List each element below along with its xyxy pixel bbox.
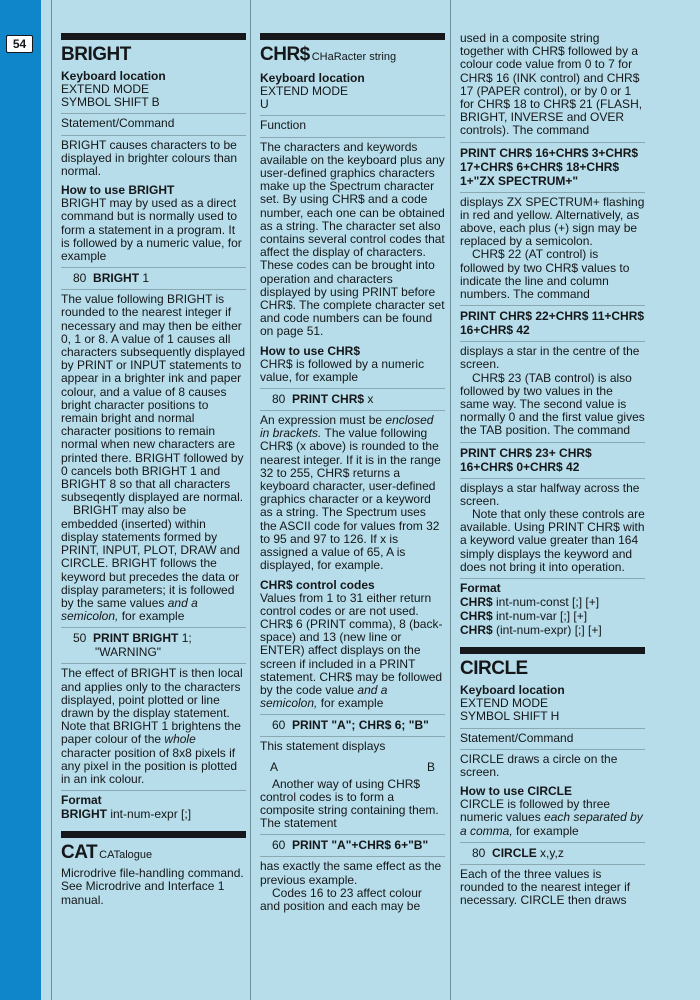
format-line (61, 807, 246, 821)
entry-title-circle: CIRCLE (460, 658, 528, 680)
format-arg: int-num-expr [;] (110, 807, 192, 822)
divider (460, 842, 645, 843)
output-b: B (426, 759, 435, 774)
body-paragraph (260, 592, 445, 711)
italic-span: and a semicolon, (260, 682, 388, 711)
text-span: The value following CHR$ (x above) is rounded to the nearest integer. If it is in the range 32 to 255, CHR$ returns a keyboard character, user-defined graphics character or a keyword as a string. The Spectrum uses the ASCII code for values from 32 to 95 and 97 to 126. If x is assigned a value of 65, A is displayed, for example. (260, 426, 441, 573)
control-codes-heading: CHR$ control codes (260, 577, 375, 592)
body-paragraph: displays a star in the centre of the screen. (460, 344, 640, 372)
body-paragraph: Another way of using CHR$ control codes is to form a composite string containing them. The statement (260, 776, 439, 831)
page-sidebar (0, 0, 41, 1000)
code-keyword: PRINT BRIGHT (93, 631, 179, 646)
body-paragraph: The value following BRIGHT is rounded to the nearest integer if necessary and may then be either 0, 1 or 8. A value of 1 causes all characters subsequently displayed by PRINT or INPUT statements to appear in a brighter ink and paper colour, and a value of 8 causes bright character positions to remain bright and normal character positions to remain normal when new characters are printed there. BRIGHT followed by 0 cancels both BRIGHT 1 and BRIGHT 8 so that all characters subseqently displayed are normal. (61, 292, 246, 505)
line-number: 80 (472, 845, 486, 860)
body-paragraph (260, 414, 445, 572)
code-example (61, 271, 246, 285)
body-paragraph: CHR$ 23 (TAB control) is also followed by two values in the same way. The second value is normally 0 and the first value gives the TAB position. The command (460, 370, 645, 438)
body-paragraph: CHR$ 22 (AT control) is followed by two CHR$ values to indicate the line and column numbers. The command (460, 247, 630, 302)
divider (260, 736, 445, 737)
howto-heading: How to use CIRCLE (460, 784, 573, 799)
format-line (460, 595, 645, 609)
divider (260, 388, 445, 389)
format-keyword: BRIGHT (61, 807, 107, 822)
section-bar (61, 831, 246, 838)
code-keyword: BRIGHT (93, 271, 140, 286)
italic-span: each separated by a comma, (460, 810, 643, 838)
keyboard-location-heading: Keyboard location (61, 69, 166, 83)
section-bar (460, 647, 645, 654)
code-arg: x (367, 392, 374, 407)
body-paragraph: This statement displays (260, 739, 386, 754)
code-continuation: "WARNING" (95, 645, 162, 660)
howto-text (460, 798, 645, 838)
divider (61, 627, 246, 628)
divider (460, 578, 645, 579)
code-example: PRINT CHR$ 16+CHR$ 3+CHR$ 17+CHR$ 6+CHR$ 18+CHR$ 1+"ZX SPECTRUM+" (460, 145, 639, 188)
divider (61, 267, 246, 268)
code-text: PRINT "A"; CHR$ 6; "B" (292, 718, 429, 733)
title-text: CHR$ (260, 44, 310, 65)
section-bar (61, 33, 246, 40)
divider (61, 790, 246, 791)
body-paragraph: has exactly the same effect as the previous example. (260, 859, 442, 887)
entry-intro: CIRCLE draws a circle on the screen. (460, 751, 618, 779)
code-text: PRINT "A"+CHR$ 6+"B" (292, 838, 429, 853)
body-paragraph: Each of the three values is rounded to the nearest integer if necessary. CIRCLE then draws (460, 866, 631, 908)
divider (260, 834, 445, 835)
entry-title-cat (61, 841, 246, 867)
code-arg: 1; (181, 631, 192, 646)
line-number: 60 (272, 718, 286, 733)
page-number: 54 (6, 35, 33, 53)
howto-text: CHR$ is followed by a numeric value, for example (260, 356, 425, 384)
format-heading: Format (460, 581, 501, 596)
keyboard-line: EXTEND MODE (260, 84, 349, 98)
format-line (460, 623, 645, 637)
entry-title-bright: BRIGHT (61, 44, 131, 65)
divider (460, 749, 645, 750)
title-subtitle: CATalogue (99, 849, 153, 862)
text-span: character position of 8x8 pixels if any pixel in the position is plotted in an ink colour. (61, 745, 238, 786)
format-keyword: CHR$ (460, 623, 493, 638)
divider (460, 478, 645, 479)
body-paragraph (61, 504, 246, 623)
divider (260, 410, 445, 411)
body-paragraph: used in a composite string together with CHR$ followed by a colour code value from 0 to 7 for CHR$ 16 (INK control) and CHR$ 17 (PAPER control), or by 0 or 1 for CHR$ 18 to CHR$ 21 (FLASH, BRIGHT, INVERSE and OVER controls). The command (460, 31, 643, 138)
format-line (460, 609, 645, 623)
code-keyword: PRINT CHR$ (292, 392, 365, 407)
text-span: for example (320, 696, 384, 711)
code-arg: x,y,z (540, 845, 564, 860)
keyboard-line: EXTEND MODE (460, 696, 549, 711)
column-1 (51, 0, 252, 1000)
output-a: A (270, 759, 279, 774)
italic-span: and a semicolon, (61, 595, 198, 624)
text-span: Values from 1 to 31 either return control codes or are not used. CHR$ 6 (PRINT comma), 8 (back-space) and 13 (new line or ENTER) affect displays on the screen if included in a PRINT statement. CHR$ may be followed by the code value (260, 590, 443, 697)
divider (460, 864, 645, 865)
body-paragraph: displays a star halfway across the screen. (460, 480, 640, 508)
format-arg: (int-num-expr) [;] [+] (496, 623, 602, 638)
italic-span: enclosed in brackets. (260, 413, 434, 441)
entry-type: Statement/Command (61, 116, 175, 131)
entry-type: Statement/Command (460, 730, 574, 745)
line-number: 80 (272, 392, 286, 407)
italic-span: whole (164, 732, 196, 747)
divider (61, 135, 246, 136)
divider (260, 714, 445, 715)
divider (260, 856, 445, 857)
divider (61, 289, 246, 290)
body-paragraph: Note that only these controls are available. Using PRINT CHR$ with a keyword value greater than 164 simply displays the keyword and does not bring it into operation. (460, 507, 645, 574)
divider (260, 137, 445, 138)
code-example (260, 718, 445, 732)
keyboard-line: SYMBOL SHIFT H (460, 709, 560, 724)
code-example: PRINT CHR$ 22+CHR$ 11+CHR$ 16+CHR$ 42 (460, 309, 645, 338)
format-keyword: CHR$ (460, 595, 493, 610)
code-example (61, 631, 246, 645)
code-example: PRINT CHR$ 23+ CHR$ 16+CHR$ 0+CHR$ 42 (460, 445, 592, 474)
text-span: An expression must be (260, 413, 383, 428)
line-number: 50 (73, 631, 87, 646)
divider (61, 663, 246, 664)
format-arg: int-num-var [;] [+] (496, 609, 588, 624)
keyboard-line: EXTEND MODE (61, 82, 150, 96)
howto-text: BRIGHT may by used as a direct command but is normally used to form a statement in a program. It is followed by a numeric value, for example (61, 196, 242, 264)
column-2 (250, 0, 450, 1000)
format-keyword: CHR$ (460, 609, 493, 624)
text-span: CIRCLE is followed by three numeric values (460, 797, 611, 825)
entry-type: Function (260, 118, 307, 133)
code-arg: 1 (142, 271, 150, 286)
line-number: 80 (73, 271, 87, 286)
entry-title-chr (260, 43, 445, 69)
keyboard-line: U (260, 97, 269, 112)
text-span: for example (516, 823, 579, 838)
code-example (460, 846, 645, 860)
keyboard-location-heading: Keyboard location (460, 683, 565, 698)
keyboard-line: SYMBOL SHIFT B (61, 95, 160, 110)
keyboard-location-heading: Keyboard location (260, 71, 365, 85)
column-3 (450, 0, 650, 1000)
howto-heading: How to use CHR$ (260, 343, 361, 358)
text-span: The effect of BRIGHT is then local and applies only to the characters displayed, point plotted or line drawn by the display statement. Note that BRIGHT 1 brightens the paper colour of the (61, 666, 243, 747)
code-keyword: CIRCLE (492, 845, 537, 860)
code-example (260, 392, 445, 406)
divider (460, 142, 645, 143)
body-paragraph: Codes 16 to 23 affect colour and position and each may be (260, 885, 422, 913)
divider (460, 341, 645, 342)
title-subtitle: CHaRacter string (311, 51, 397, 63)
body-paragraph (61, 667, 246, 786)
entry-intro: Microdrive file-handling command. See Microdrive and Interface 1 manual. (61, 866, 244, 907)
format-heading: Format (61, 793, 102, 808)
line-number: 60 (272, 838, 286, 853)
text-span: BRIGHT may also be embedded (inserted) within display statements formed by PRINT, INPUT, PLOT, DRAW and CIRCLE. BRIGHT follows the keyword but precedes the data or display parameters; it is followed by the same values (61, 503, 240, 610)
divider (460, 192, 645, 193)
text-span: for example (121, 609, 185, 624)
divider (460, 442, 645, 443)
entry-intro: BRIGHT causes characters to be displayed in brighter colours than normal. (61, 137, 238, 179)
format-arg: int-num-const [;] [+] (496, 595, 600, 610)
display-output (260, 760, 445, 774)
divider (260, 115, 445, 116)
divider (460, 305, 645, 306)
divider (61, 113, 246, 114)
body-paragraph: displays ZX SPECTRUM+ flashing in red and yellow. Alternatively, as above, each plus (+) sign may be replaced by a semicolon. (460, 194, 645, 249)
divider (460, 728, 645, 729)
section-bar (260, 33, 445, 40)
howto-heading: How to use BRIGHT (61, 183, 175, 198)
code-example (260, 838, 445, 852)
entry-intro: The characters and keywords available on the keyboard plus any user-defined graphics characters make up the Spectrum character set. By using CHR$ and a code number, each one can be obtained as a string. The character set also contains several control codes that affect the display of characters. These codes can be brought into operation and characters displayed by using PRINT before CHR$. The complete character set and code numbers can be found on page 51. (260, 139, 445, 339)
title-text: CAT (61, 842, 98, 864)
